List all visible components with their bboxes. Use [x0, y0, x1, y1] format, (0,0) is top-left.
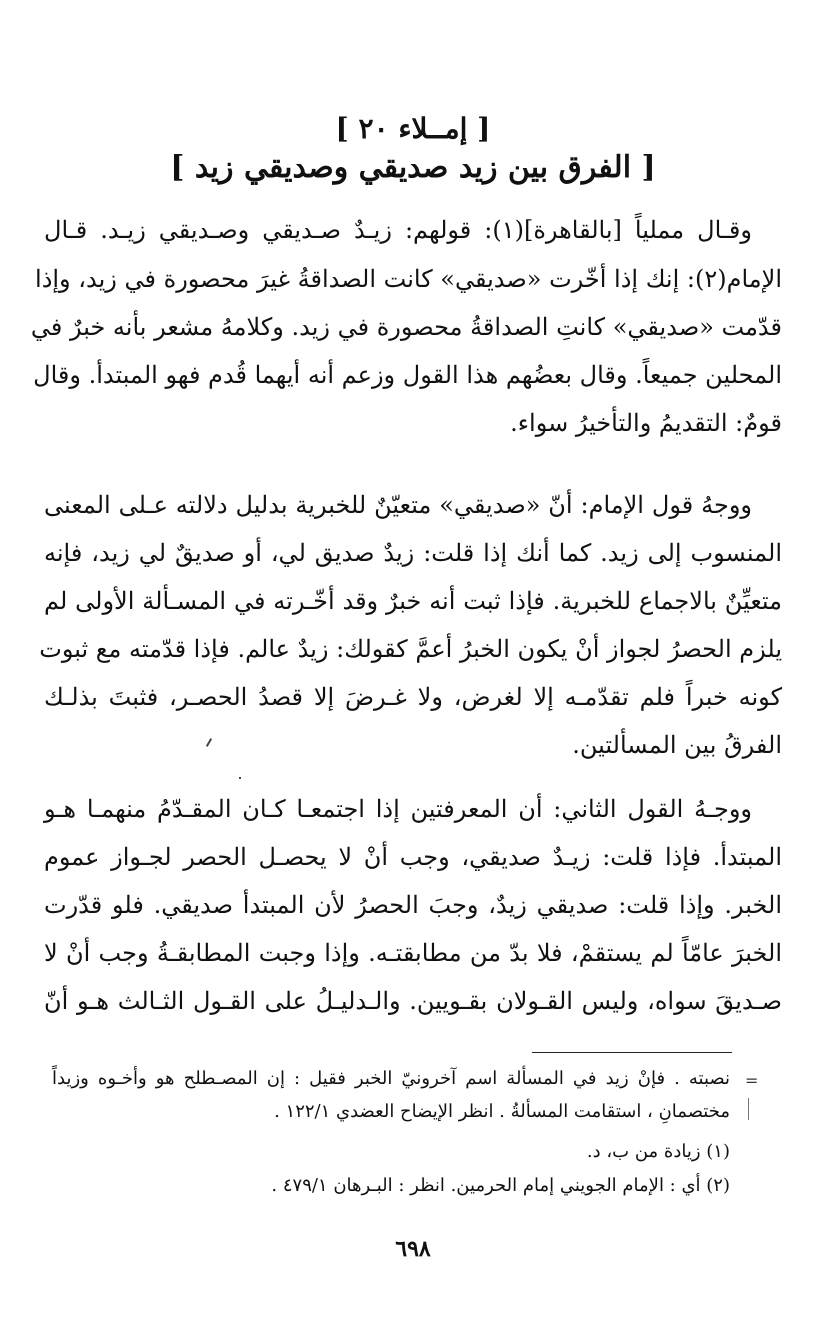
body-line: المحلين جميعاً. وقال بعضُهم هذا القول وزعم أنه أيهما قُدم فهو المبتدأ. وقال [33, 361, 782, 389]
body-line: يلزم الحصرُ لجواز أنْ يكون الخبرُ أعمَّ كقولك: زيدٌ عالم. فإذا قدّمته مع ثبوت [39, 635, 782, 663]
footnote-continued-line: نصبته . فإنْ زيد في المسألة اسم آخرونيّ الخبر فقيل : إن المصـطلح هو وأخـوه وزيداً [52, 1068, 730, 1089]
body-line: الإمام(٢): إنك إذا أخّرت «صديقي» كانت الصداقةُ غيرَ محصورة في زيد، وإذا [35, 265, 782, 293]
body-line: ووجـهُ القول الثاني: أن المعرفتين إذا اجتمعـا كـان المقـدّمُ منهمـا هـو [44, 795, 752, 823]
section-title: [ الفرق بين زيد صديقي وصديقي زيد ] [170, 150, 656, 185]
footnote-1: (١) زيادة من ب، د. [586, 1141, 730, 1162]
footnote-continued-line: مختصمانِ ، استقامت المسألةُ . انظر الإيضاح العضدي ١٢٢/١ . [274, 1101, 730, 1122]
body-line: قومٌ: التقديمُ والتأخيرُ سواء. [510, 409, 782, 437]
continuation-mark: = [745, 1071, 759, 1090]
imla-heading: [ إمــلاء ٢٠ ] [335, 112, 491, 145]
body-line: كونه خبراً فلم تقدّمـه إلا لغرض، ولا غـرضَ إلا قصدُ الحصـر، فثبتَ بذلـك [44, 683, 782, 711]
body-line: ووجهُ قول الإمام: أنّ «صديقي» متعيّنٌ للخبرية بدليل دلالته عـلى المعنى [44, 491, 752, 519]
body-line: الخبرَ عامّاً لم يستقمْ، فلا بدّ من مطابقتـه. وإذا وجبت المطابقـةُ وجب أنْ لا [44, 939, 782, 967]
footnote-separator [532, 1052, 732, 1053]
body-line: المنسوب إلى زيد. كما أنك إذا قلت: زيدٌ صديق لي، أو صديقٌ لي زيد، فإنه [44, 539, 782, 567]
body-line: قدّمت «صديقي» كانتِ الصداقةُ محصورة في زيد. وكلامهُ مشعر بأنه خبرٌ في [30, 313, 782, 341]
footnote-2: (٢) أي : الإمام الجويني إمام الحرمين. انظر : البـرهان ٤٧٩/١ . [271, 1175, 730, 1196]
body-line: الفرقُ بين المسألتين. [572, 731, 782, 759]
body-line: الخبر. وإذا قلت: صديقي زيدٌ، وجبَ الحصرُ لأن المبتدأ صديقي. فلو قدّرت [44, 891, 782, 919]
body-line: متعيِّنٌ بالاجماع للخبرية. فإذا ثبت أنه خبرٌ وقد أخّـرته في المسـألة الأولى لم [44, 587, 782, 615]
body-line: المبتدأ. فإذا قلت: زيـدٌ صديقي، وجب أنْ لا يحصـل الحصر لجـواز عموم [44, 843, 782, 871]
body-line: صـديقَ سواه، وليس القـولان بقـويين. والـدليـلُ على القـول الثـالث هـو أنّ [44, 987, 782, 1015]
page-number: ٦٩٨ [395, 1236, 431, 1262]
scan-speck [239, 777, 241, 779]
margin-line [748, 1098, 749, 1120]
body-line: وقـال مملياً [بالقاهرة](١): قولهم: زيـدٌ صـديقي وصـديقي زيـد. قـال [44, 216, 752, 244]
